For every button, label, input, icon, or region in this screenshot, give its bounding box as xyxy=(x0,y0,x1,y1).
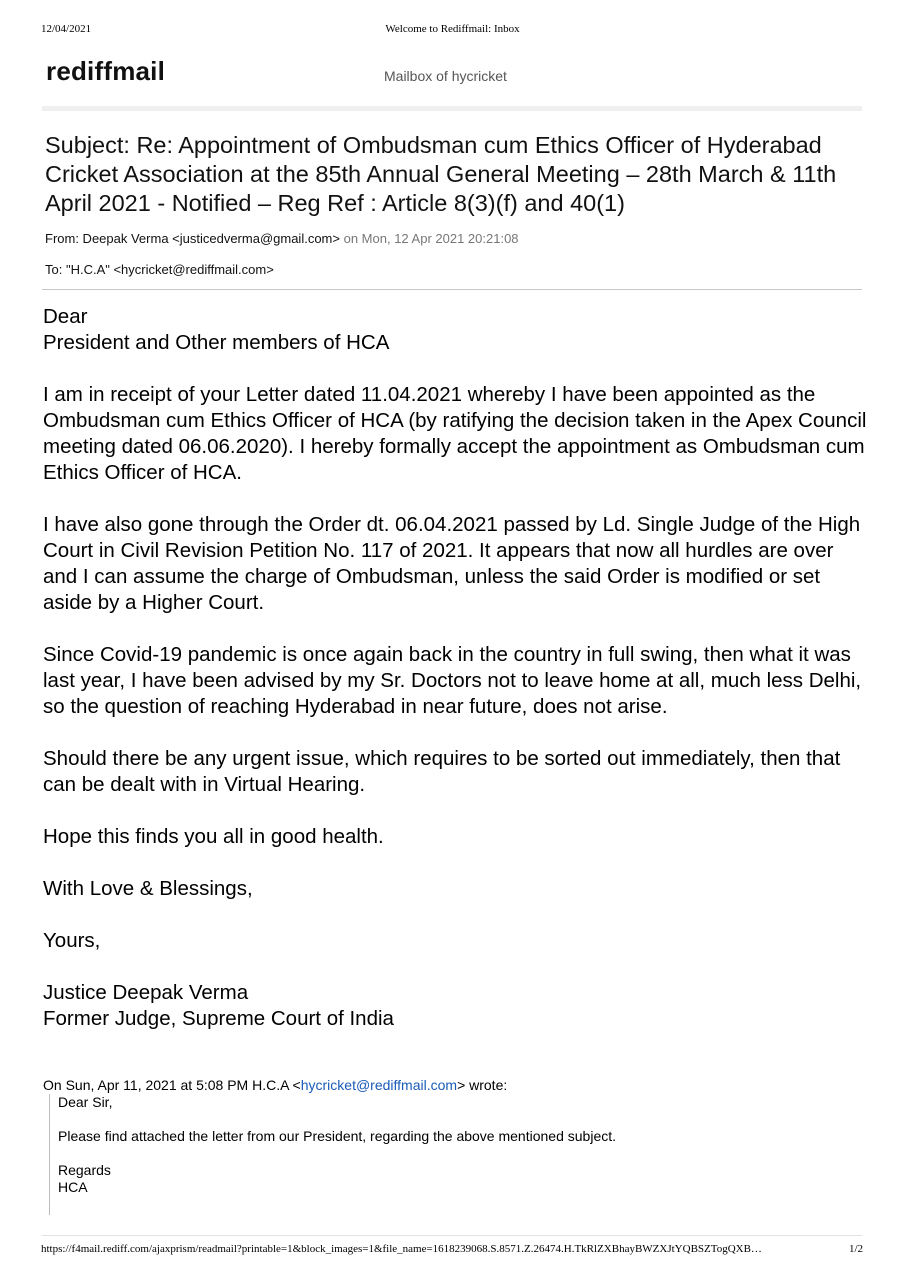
email-date: on Mon, 12 Apr 2021 20:21:08 xyxy=(343,231,519,246)
footer-divider xyxy=(42,1235,862,1236)
greeting xyxy=(43,304,873,356)
quoted-intro-suffix: > wrote: xyxy=(457,1077,508,1093)
print-date: 12/04/2021 xyxy=(41,23,92,35)
quoted-intro xyxy=(43,1077,507,1093)
body-paragraph-4: Should there be any urgent issue, which requires to be sorted out immediately, then that can be dealt with in Virtual Hearing. xyxy=(43,747,841,796)
quoted-signoff xyxy=(58,1162,758,1196)
body-paragraph-3: Since Covid-19 pandemic is once again back in the country in full swing, then what it was last year, I have been advised by my Sr. Doctors not to leave home at all, much less Delhi, so the question of reaching Hyderabad in near future, does not arise. xyxy=(43,643,862,718)
quoted-message xyxy=(49,1094,758,1215)
body-paragraph-1: I am in receipt of your Letter dated 11.04.2021 whereby I have been appointed as the Ombudsman cum Ethics Officer of HCA (by ratifying the decision taken in the Apex Council meeting dated 06.06.2020). I hereby formally accept the appointment as Ombudsman cum Ethics Officer of HCA. xyxy=(43,383,867,484)
quoted-text: Please find attached the letter from our President, regarding the above mentioned subject. xyxy=(58,1128,617,1144)
quoted-sender-link[interactable]: hycricket@rediffmail.com xyxy=(300,1077,458,1093)
body-paragraph-6: With Love & Blessings, xyxy=(43,877,253,900)
email-from: From: Deepak Verma <justicedverma@gmail.com> xyxy=(45,231,340,246)
body-paragraph-2: I have also gone through the Order dt. 06.04.2021 passed by Ld. Single Judge of the High Court in Civil Revision Petition No. 117 of 2021. It appears that now all hurdles are over and I can assume the charge of Ombudsman, unless the said Order is modified or set aside by a Higher Court. xyxy=(43,513,861,614)
signature xyxy=(43,980,873,1032)
print-page-title: Welcome to Rediffmail: Inbox xyxy=(385,23,520,35)
page-number: 1/2 xyxy=(849,1243,864,1255)
print-url: https://f4mail.rediff.com/ajaxprism/readmail?printable=1&block_images=1&file_name=1618239068.S.8571.Z.26474.H.TkRlZXBhayBWZXJtYQBSZTogQXB… xyxy=(41,1243,762,1255)
mailbox-label: Mailbox of hycricket xyxy=(384,68,507,84)
body-paragraph-5: Hope this finds you all in good health. xyxy=(43,825,384,848)
signature-title: Former Judge, Supreme Court of India xyxy=(43,1007,394,1030)
email-to: To: "H.C.A" <hycricket@rediffmail.com> xyxy=(45,262,274,277)
email-subject: Subject: Re: Appointment of Ombudsman cum Ethics Officer of Hyderabad Cricket Association at the 85th Annual General Meeting – 28th March & 11th April 2021 - Notified – Reg Ref : Article 8(3)(f) and 40(1) xyxy=(45,132,837,216)
email-body xyxy=(43,304,873,1032)
signature-name: Justice Deepak Verma xyxy=(43,981,249,1004)
header-divider xyxy=(42,106,862,111)
body-paragraph-7: Yours, xyxy=(43,929,101,952)
email-from-line xyxy=(45,231,519,246)
quoted-salutation: Dear Sir, xyxy=(58,1094,113,1110)
rediffmail-logo[interactable]: rediffmail xyxy=(46,56,166,86)
quoted-signoff-name: HCA xyxy=(58,1179,88,1195)
greeting-line-1: Dear xyxy=(43,305,88,328)
meta-divider xyxy=(42,289,862,290)
greeting-line-2: President and Other members of HCA xyxy=(43,331,390,354)
quoted-regards: Regards xyxy=(58,1162,111,1178)
quoted-intro-prefix: On Sun, Apr 11, 2021 at 5:08 PM H.C.A < xyxy=(43,1077,301,1093)
